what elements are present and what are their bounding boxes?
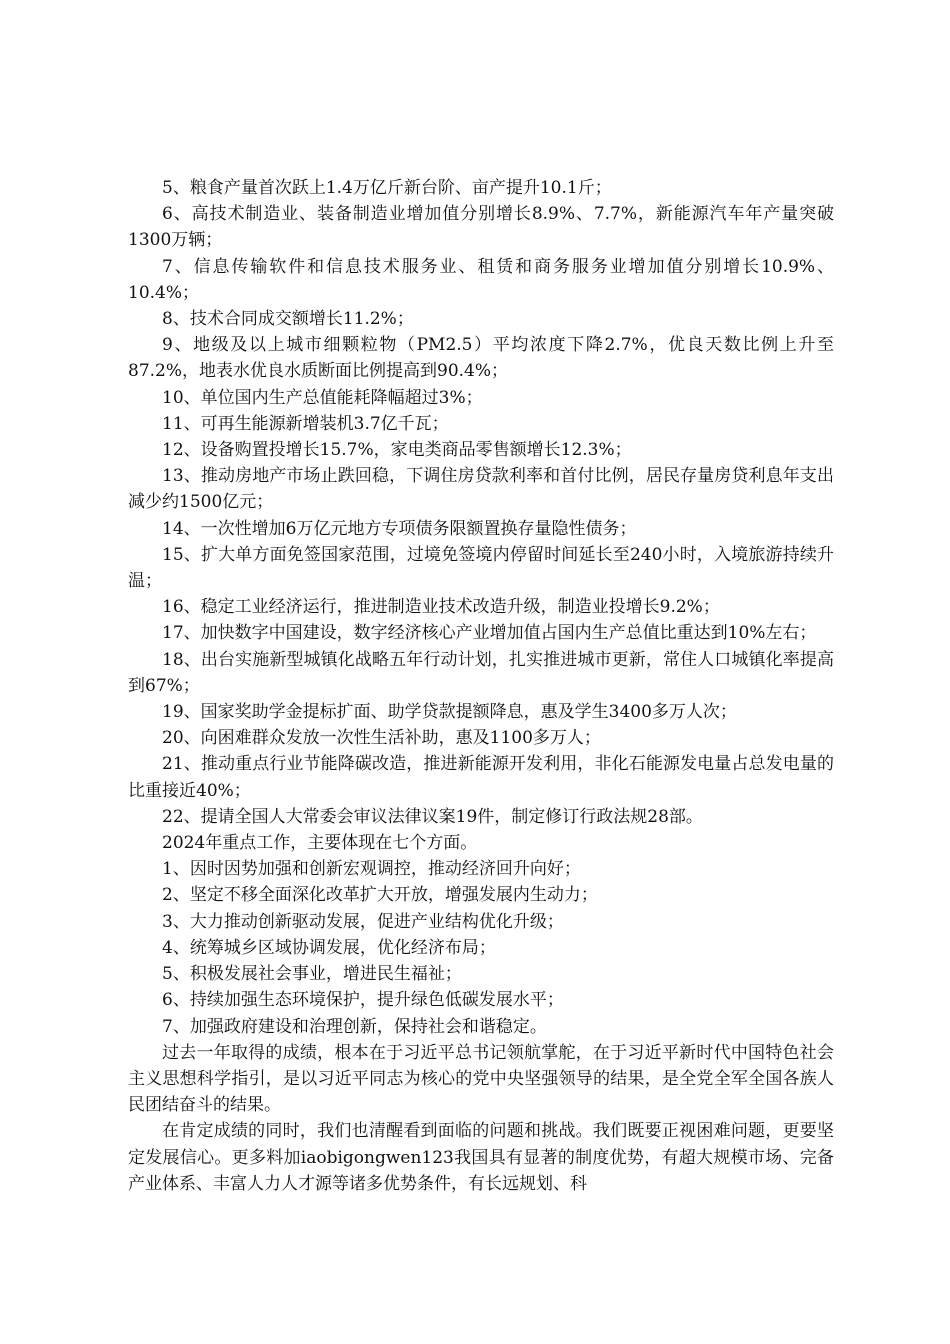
paragraph: 4、统筹城乡区域协调发展，优化经济布局；: [162, 937, 496, 958]
paragraph: 18、出台实施新型城镇化战略五年行动计划，扎实推进城市更新，常住人口城镇化率提高到67%；: [128, 649, 834, 696]
paragraph: 5、粮食产量首次跃上1.4万亿斤新台阶、亩产提升10.1斤；: [162, 178, 612, 198]
paragraph: 16、稳定工业经济运行，推进制造业技术改造升级，制造业投增长9.2%；: [162, 597, 720, 618]
paragraph: 11、可再生能源新增装机3.7亿千瓦；: [162, 413, 449, 434]
paragraph: 6、持续加强生态环境保护，提升绿色低碳发展水平；: [162, 990, 564, 1011]
paragraph: 21、推动重点行业节能降碳改造，推进新能源开发利用，非化石能源发电量占总发电量的比重接近40%；: [128, 754, 834, 801]
paragraph: 2、坚定不移全面深化改革扩大开放，增强发展内生动力；: [162, 885, 598, 906]
paragraph: 9、地级及以上城市细颗粒物（PM2.5）平均浓度下降2.7%，优良天数比例上升至87.2%，地表水优良水质断面比例提高到90.4%；: [128, 335, 834, 382]
paragraph: 20、向困难群众发放一次性生活补助，惠及1100多万人；: [162, 728, 601, 749]
paragraph: 8、技术合同成交额增长11.2%；: [162, 309, 414, 330]
paragraph: 12、设备购置投增长15.7%，家电类商品零售额增长12.3%；: [162, 440, 632, 461]
paragraph: 14、一次性增加6万亿元地方专项债务限额置换存量隐性债务；: [162, 518, 637, 539]
paragraph: 19、国家奖助学金提标扩面、助学贷款提额降息，惠及学生3400多万人次；: [162, 702, 737, 723]
paragraph: 17、加快数字中国建设，数字经济核心产业增加值占国内生产总值比重达到10%左右；: [162, 623, 817, 644]
paragraph: 15、扩大单方面免签国家范围，过境免签境内停留时间延长至240小时，入境旅游持续升温；: [128, 544, 834, 592]
document-body: [128, 175, 834, 1197]
paragraph: 2024年重点工作，主要体现在七个方面。: [162, 833, 478, 854]
paragraph: 过去一年取得的成绩，根本在于习近平总书记领航掌舵，在于习近平新时代中国特色社会主义思想科学指引，是以习近平同志为核心的党中央坚强领导的结果，是全党全军全国各族人民团结奋斗的结果。: [128, 1042, 834, 1116]
paragraph: 在肯定成绩的同时，我们也清醒看到面临的问题和挑战。我们既要正视困难问题，更要坚定发展信心。更多料加iaobigongwen123我国具有显著的制度优势，有超大规模市场、完备产业体系、丰富人力人才源等诸多优势条件，有长远规划、科: [128, 1121, 834, 1194]
paragraph: 13、推动房地产市场止跌回稳，下调住房贷款利率和首付比例，居民存量房贷利息年支出减少约1500亿元；: [128, 466, 834, 513]
paragraph: 22、提请全国人大常委会审议法律议案19件，制定修订行政法规28部。: [162, 806, 703, 827]
paragraph: 3、大力推动创新驱动发展，促进产业结构优化升级；: [162, 911, 564, 932]
paragraph: 7、加强政府建设和治理创新，保持社会和谐稳定。: [162, 1016, 547, 1037]
paragraph: 5、积极发展社会事业，增进民生福祉；: [162, 964, 462, 985]
paragraph: 1、因时因势加强和创新宏观调控，推动经济回升向好；: [162, 859, 581, 880]
paragraph: 7、信息传输软件和信息技术服务业、租赁和商务服务业增加值分别增长10.9%、10.4%；: [128, 256, 834, 303]
paragraph: 6、高技术制造业、装备制造业增加值分别增长8.9%、7.7%，新能源汽车年产量突破1300万辆；: [128, 204, 834, 251]
paragraph: 10、单位国内生产总值能耗降幅超过3%；: [162, 387, 483, 408]
